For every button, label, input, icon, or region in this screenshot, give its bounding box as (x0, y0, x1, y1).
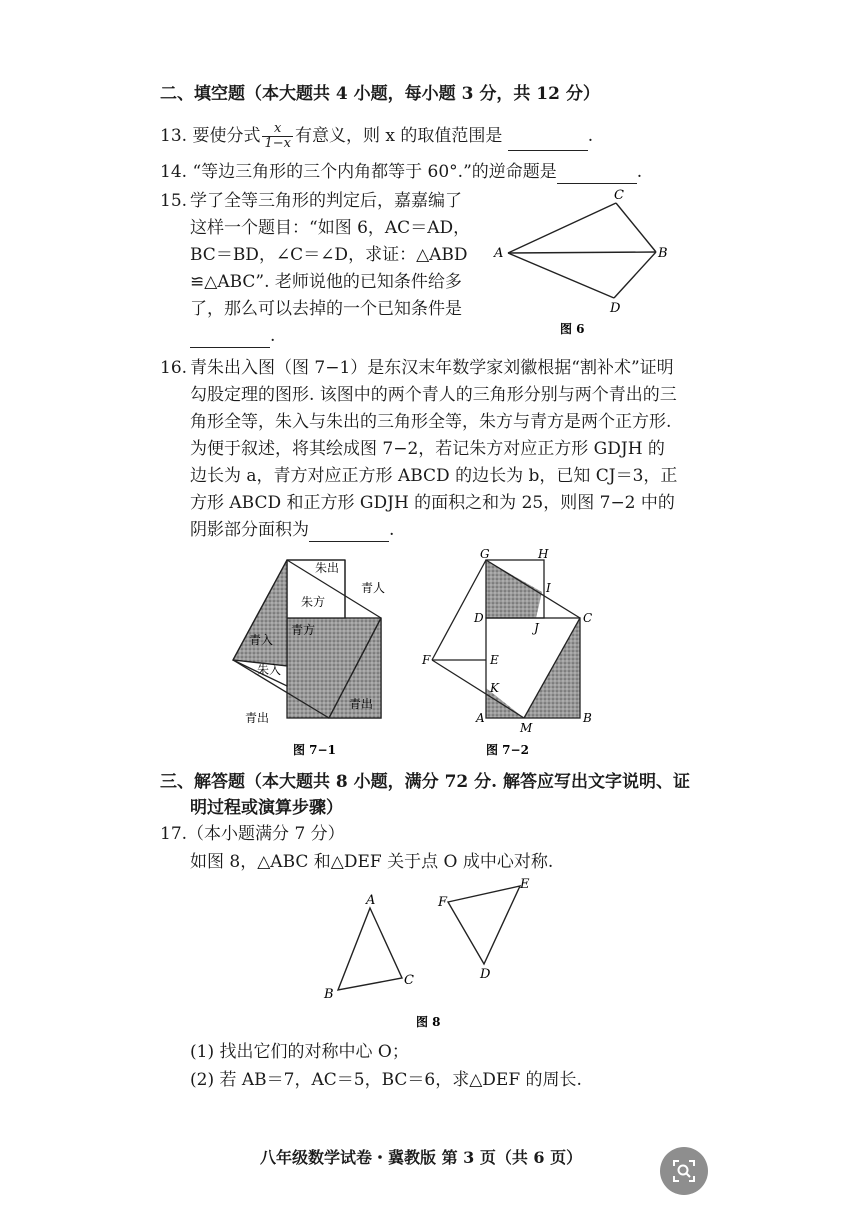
label-h: H (538, 547, 549, 561)
label-zhuchu: 朱出 (315, 561, 340, 575)
answer-blank-16[interactable] (309, 523, 389, 542)
segment-ab (508, 252, 656, 253)
q16-line-3: 角形全等，朱入与朱出的三角形全等，朱方与青方是两个正方形. (190, 412, 672, 432)
segment-ad (508, 253, 614, 298)
fraction-denominator: 1−x (264, 136, 291, 151)
answer-blank-15[interactable] (190, 329, 270, 348)
label-e: E (520, 877, 530, 892)
q15-line-3: BC＝BD，∠C＝∠D，求证：△ABD (190, 245, 468, 265)
q16-line-1: 青朱出入图（图 7−1）是东汉末年数学家刘徽根据“割补术”证明 (190, 358, 674, 378)
label-f: F (422, 653, 431, 667)
q15-line-5: 了，那么可以去掉的一个已知条件是 (190, 299, 462, 319)
question-number: 13. (160, 126, 188, 146)
q13-end: . (587, 126, 594, 146)
label-a: A (366, 893, 376, 908)
question-16-number: 16. (160, 358, 188, 378)
q17-sub-2: (2) 若 AB＝7，AC＝5，BC＝6，求△DEF 的周长. (190, 1070, 582, 1090)
lens-glyph (671, 1158, 697, 1184)
label-b: B (324, 987, 334, 1002)
segment-gf (432, 560, 486, 660)
triangle-def (448, 886, 520, 964)
figure-7-2 (420, 542, 600, 762)
label-j: J (534, 621, 539, 635)
segment-db (614, 252, 656, 298)
q16-line-4: 为便于叙述，将其绘成图 7−2，若记朱方对应正方形 GDJH 的 (190, 439, 665, 459)
q17-intro: 如图 8，△ABC 和△DEF 关于点 O 成中心对称. (190, 852, 554, 872)
q17-sub-1: (1) 找出它们的对称中心 O； (190, 1042, 409, 1062)
q15-line-1: 学了全等三角形的判定后，嘉嘉编了 (190, 191, 462, 211)
segment-cb (616, 203, 656, 252)
segment-ac (508, 203, 616, 253)
figure-6-caption: 图 6 (560, 322, 585, 336)
q16-line-7 (190, 518, 394, 542)
q16-last-text: 阴影部分面积为 (190, 520, 309, 540)
label-a: A (476, 711, 485, 725)
label-zhuru: 朱入 (257, 663, 282, 677)
label-qingru-top: 青人 (361, 581, 386, 595)
q16-line-2: 勾股定理的图形. 该图中的两个青人的三角形分别与两个青出的三 (190, 385, 677, 405)
label-c: C (583, 611, 593, 625)
segment-fm (432, 660, 524, 718)
label-i: I (546, 581, 551, 595)
q16-end: . (389, 520, 395, 540)
figure-7-2-caption: 图 7−2 (486, 743, 529, 757)
label-qingchu-right: 青出 (349, 697, 374, 711)
label-c: C (614, 188, 624, 203)
q15-answer-line (190, 324, 275, 348)
q14-text: “等边三角形的三个内角都等于 60°.”的逆命题是 (192, 162, 557, 182)
question-13 (160, 122, 593, 151)
label-zhufang: 朱方 (301, 595, 326, 609)
label-m: M (520, 721, 533, 735)
q13-pre-text: 要使分式 (192, 126, 261, 146)
page-footer: 八年级数学试卷・冀教版 第 3 页（共 6 页） (260, 1148, 583, 1167)
figure-7-1 (225, 552, 405, 762)
label-g: G (480, 547, 490, 561)
question-14 (160, 160, 642, 184)
q17-points: （本小题满分 7 分） (187, 824, 345, 844)
label-b: B (658, 246, 668, 261)
figure-7-1-caption: 图 7−1 (293, 743, 336, 757)
q15-end: . (270, 326, 276, 346)
label-e: E (490, 653, 499, 667)
fraction-numerator: x (262, 122, 293, 137)
question-number: 17. (160, 824, 188, 844)
label-qingfang: 青方 (291, 623, 316, 637)
label-d: D (474, 611, 484, 625)
question-number: 14. (160, 162, 188, 182)
q15-line-2: 这样一个题目：“如图 6，AC＝AD， (190, 218, 471, 238)
q14-end: . (636, 162, 643, 182)
triangle-abc (338, 908, 402, 990)
q16-line-5: 边长为 a，青方对应正方形 ABCD 的边长为 b，已知 CJ＝3，正 (190, 466, 678, 486)
figure-8 (320, 876, 540, 1036)
label-d: D (480, 967, 491, 982)
q13-post-text: 有意义，则 x 的取值范围是 (294, 126, 503, 146)
section-heading-fill-in: 二、填空题（本大题共 4 小题，每小题 3 分，共 12 分） (160, 84, 600, 104)
section-heading-answers-2: 明过程或演算步骤） (190, 798, 343, 818)
label-b: B (583, 711, 592, 725)
figure-8-caption: 图 8 (416, 1015, 441, 1029)
question-17-header (160, 822, 345, 846)
label-c: C (404, 973, 414, 988)
fraction-x-over-1-minus-x (262, 122, 293, 151)
label-qingchu-bottom: 青出 (245, 711, 270, 725)
q16-line-6: 方形 ABCD 和正方形 GDJH 的面积之和为 25，则图 7−2 中的 (190, 493, 675, 513)
section-heading-answers-1: 三、解答题（本大题共 8 小题，满分 72 分. 解答应写出文字说明、证 (160, 772, 690, 792)
answer-blank-13[interactable] (508, 132, 588, 151)
label-f: F (438, 895, 448, 910)
answer-blank-14[interactable] (557, 165, 637, 184)
image-search-icon[interactable] (660, 1147, 708, 1195)
label-d: D (610, 301, 621, 316)
q15-line-4: ≌△ABC”. 老师说他的已知条件给多 (190, 272, 462, 292)
label-k: K (490, 681, 499, 695)
label-a: A (494, 246, 504, 261)
figure-6 (490, 185, 680, 345)
label-qingru-left: 青入 (249, 633, 274, 647)
question-15-number: 15. (160, 191, 188, 211)
